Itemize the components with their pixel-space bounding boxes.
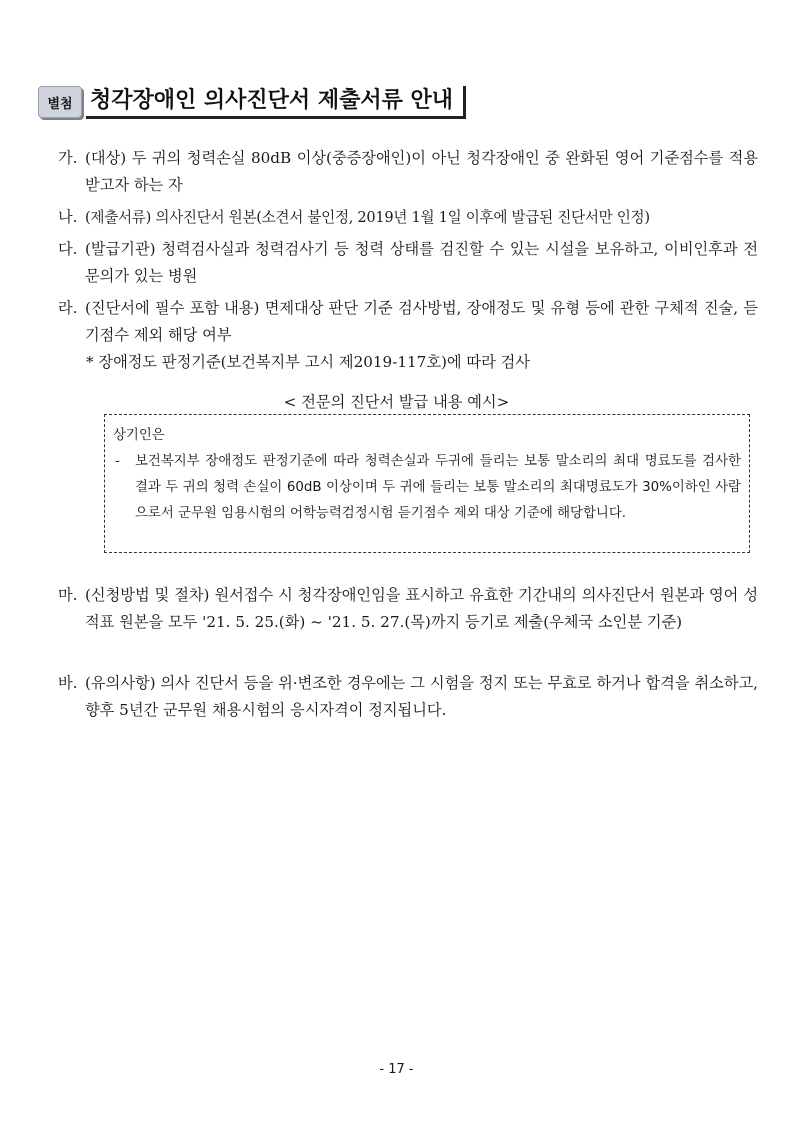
dash-marker: - (115, 454, 120, 469)
list-item-text: (유의사항) 의사 진단서 등을 위·변조한 경우에는 그 시험을 정지 또는 무효로 하거나 합격을 취소하고, 향후 5년간 군무원 채용시험의 응시자격이 정지됩니다. (85, 674, 758, 719)
list-item-ga (58, 145, 758, 199)
list-item-ba (58, 670, 758, 724)
example-intro: 상기인은 (113, 428, 165, 443)
example-title: < 전문의 진단서 발급 내용 예시> (283, 393, 510, 411)
page-number: - 17 - (379, 1062, 414, 1077)
criteria-note: * 장애정도 판정기준(보건복지부 고시 제2019-117호)에 따라 검사 (86, 353, 530, 371)
list-item-ma (58, 582, 758, 636)
example-box (104, 414, 750, 553)
attachment-badge: 별첨 (38, 86, 82, 118)
page-title: 청각장애인 의사진단서 제출서류 안내 (86, 86, 466, 119)
list-marker: 마. (58, 586, 78, 604)
list-marker: 라. (58, 299, 78, 317)
example-bullet (113, 449, 741, 527)
list-item-text: (진단서에 필수 포함 내용) 면제대상 판단 기준 검사방법, 장애정도 및 유형 등에 관한 구체적 진술, 듣기점수 제외 해당 여부 (85, 299, 758, 344)
list-item-text: (발급기관) 청력검사실과 청력검사기 등 청력 상태를 검진할 수 있는 시설을 보유하고, 이비인후과 전문의가 있는 병원 (85, 240, 758, 285)
list-item-da (58, 236, 758, 290)
list-item-ra (58, 295, 758, 349)
list-item-text: (제출서류) 의사진단서 원본(소견서 불인정, 2019년 1월 1일 이후에 발급된 진단서만 인정) (85, 209, 650, 226)
list-item-text: (대상) 두 귀의 청력손실 80dB 이상(중증장애인)이 아닌 청각장애인 중 완화된 영어 기준점수를 적용받고자 하는 자 (85, 149, 758, 194)
example-bullet-text: 보건복지부 장애정도 판정기준에 따라 청력손실과 두귀에 들리는 보통 말소리의 최대 명료도를 검사한 결과 두 귀의 청력 손실이 60dB 이상이며 두 귀에 들리는 보통 말소리의 최대명료도가 30%이하인 사람으로서 군무원 임용시험의 어학능력검정시험 듣기점수 제외 대상 기준에 해당합니다. (135, 454, 741, 521)
list-marker: 가. (58, 149, 78, 167)
list-marker: 다. (58, 240, 78, 258)
list-item-text: (신청방법 및 절차) 원서접수 시 청각장애인임을 표시하고 유효한 기간내의 의사진단서 원본과 영어 성적표 원본을 모두 '21. 5. 25.(화) ~ '21. 5. 27.(목)까지 등기로 제출(우체국 소인분 기준) (85, 586, 758, 631)
list-marker: 바. (58, 674, 78, 692)
list-item-na (58, 204, 758, 231)
list-marker: 나. (58, 208, 78, 226)
